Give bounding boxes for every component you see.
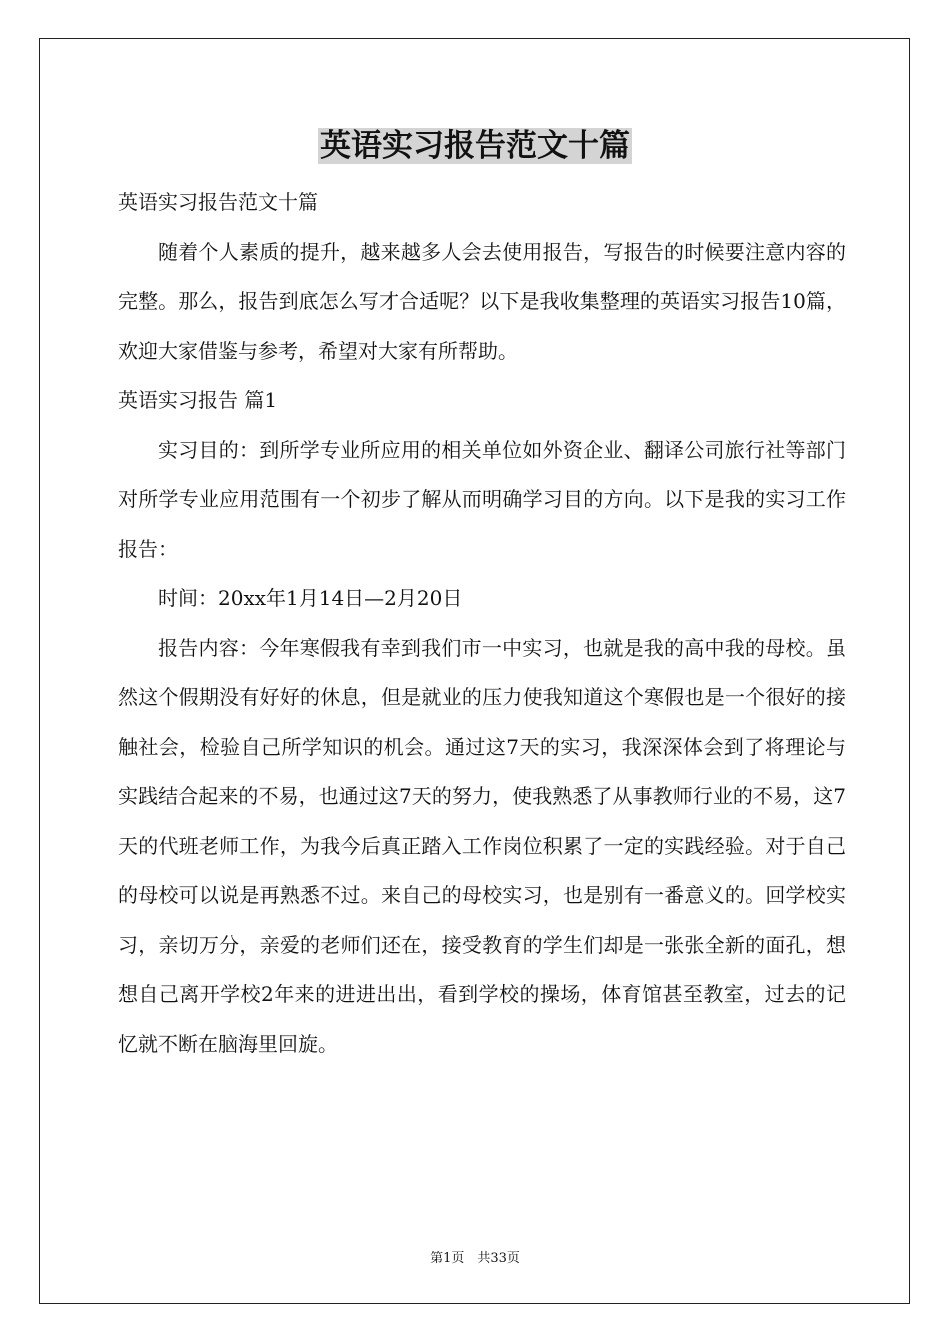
paragraph-subtitle: 英语实习报告范文十篇: [118, 190, 318, 214]
paragraph-time: 时间：20xx年1月14日—2月20日: [158, 586, 463, 610]
section-heading-1: 英语实习报告 篇1: [118, 388, 278, 412]
paragraph-intro: 随着个人素质的提升，越来越多人会去使用报告，写报告的时候要注意内容的完整。那么，报告到底怎么写才合适呢？以下是我收集整理的英语实习报告10篇，欢迎大家借鉴与参考，希望对大家有所帮助。: [118, 239, 846, 363]
paragraph-content: 报告内容：今年寒假我有幸到我们市一中实习，也就是我的高中我的母校。虽然这个假期没有好好的休息，但是就业的压力使我知道这个寒假也是一个很好的接触社会，检验自己所学知识的机会。通过这7天的实习，我深深体会到了将理论与实践结合起来的不易，也通过这7天的努力，使我熟悉了从事教师行业的不易，这7 天的代班老师工作，为我今后真正踏入工作岗位积累了一定的实践经验。对于自己的母校可以说是再熟悉不过。来自己的母校实习，也是别有一番意义的。回学校实习，亲切万分，亲爱的老师们还在，接受教育的学生们却是一张张全新的面孔，想想自己离开学校2年来的进进出出，看到学校的操场，体育馆甚至教室，过去的记忆就不断在脑海里回旋。: [118, 635, 846, 1056]
document-title: [0, 124, 950, 168]
document-title-text: 英语实习报告范文十篇: [320, 128, 630, 164]
paragraph-purpose: 实习目的：到所学专业所应用的相关单位如外资企业、翻译公司旅行社等部门对所学专业应用范围有一个初步了解从而明确学习目的方向。以下是我的实习工作报告：: [118, 437, 846, 561]
page-number: 第1页 共33页: [430, 1251, 520, 1266]
document-body: [118, 178, 846, 1069]
